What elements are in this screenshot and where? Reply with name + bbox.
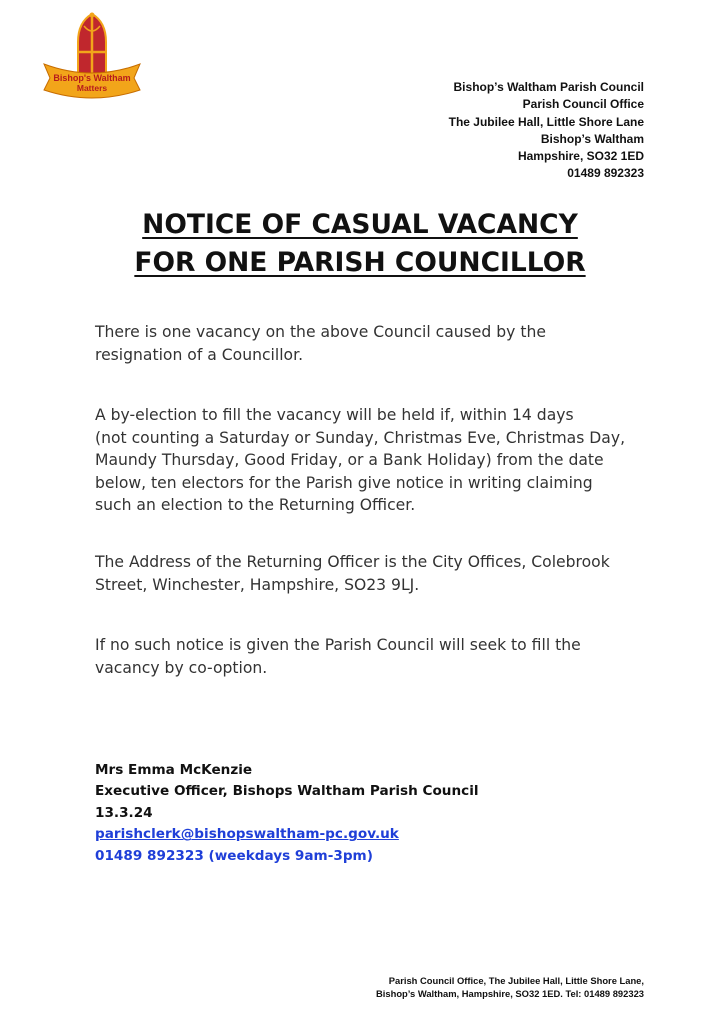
page-footer [244,975,644,1000]
contact-phone: 01489 892323 (weekdays 9am-3pm) [95,847,373,864]
paragraph-vacancy [95,321,655,366]
title-line-2: FOR ONE PARISH COUNCILLOR [134,247,586,278]
text-line: below, ten electors for the Parish give notice in writing claiming [95,473,593,492]
signatory-name: Mrs Emma McKenzie [95,762,253,778]
title-line-1: NOTICE OF CASUAL VACANCY [142,209,578,240]
paragraph-returning-officer [95,551,655,596]
logo-label-line1: Bishop's Waltham [53,73,131,83]
text-line: There is one vacancy on the above Council caused by the [95,323,546,341]
text-line: Street, Winchester, Hampshire, SO23 9LJ. [95,575,420,594]
address-phone: 01489 892323 [567,166,644,181]
text-line: If no such notice is given the Parish Council will seek to fill the [95,636,581,654]
mitre-logo-icon [38,12,146,100]
text-line: Maundy Thursday, Good Friday, or a Bank Holiday) from the date [95,451,604,470]
text-line: A by-election to fill the vacancy will be held if, within 14 days [95,406,574,424]
address-line: Bishop’s Waltham Parish Council [453,80,644,94]
text-line: resignation of a Councillor. [95,345,304,364]
notice-date: 13.3.24 [95,804,153,821]
footer-line-1: Parish Council Office, The Jubilee Hall, Little Shore Lane, [388,975,644,986]
council-logo [38,12,146,100]
text-line: such an election to the Returning Officer. [95,496,416,515]
address-line: Parish Council Office [522,97,644,112]
address-line: Hampshire, SO32 1ED [517,149,644,164]
address-line: The Jubilee Hall, Little Shore Lane [448,114,644,129]
text-line: vacancy by co-option. [95,658,268,677]
text-line: The Address of the Returning Officer is the City Offices, Colebrook [95,553,610,571]
paragraph-by-election [95,404,655,517]
signatory-block [95,760,655,867]
email-link[interactable]: parishclerk@bishopswaltham-pc.gov.uk [95,826,399,843]
address-line: Bishop’s Waltham [540,131,644,146]
paragraph-co-option [95,634,655,679]
notice-title [0,206,720,282]
text-line: (not counting a Saturday or Sunday, Christmas Eve, Christmas Day, [95,428,626,447]
signatory-role: Executive Officer, Bishops Waltham Parish Council [95,783,479,800]
council-address [264,79,644,183]
footer-line-2: Bishop’s Waltham, Hampshire, SO32 1ED. Tel: 01489 892323 [376,987,644,999]
logo-label-line2: Matters [76,83,108,93]
